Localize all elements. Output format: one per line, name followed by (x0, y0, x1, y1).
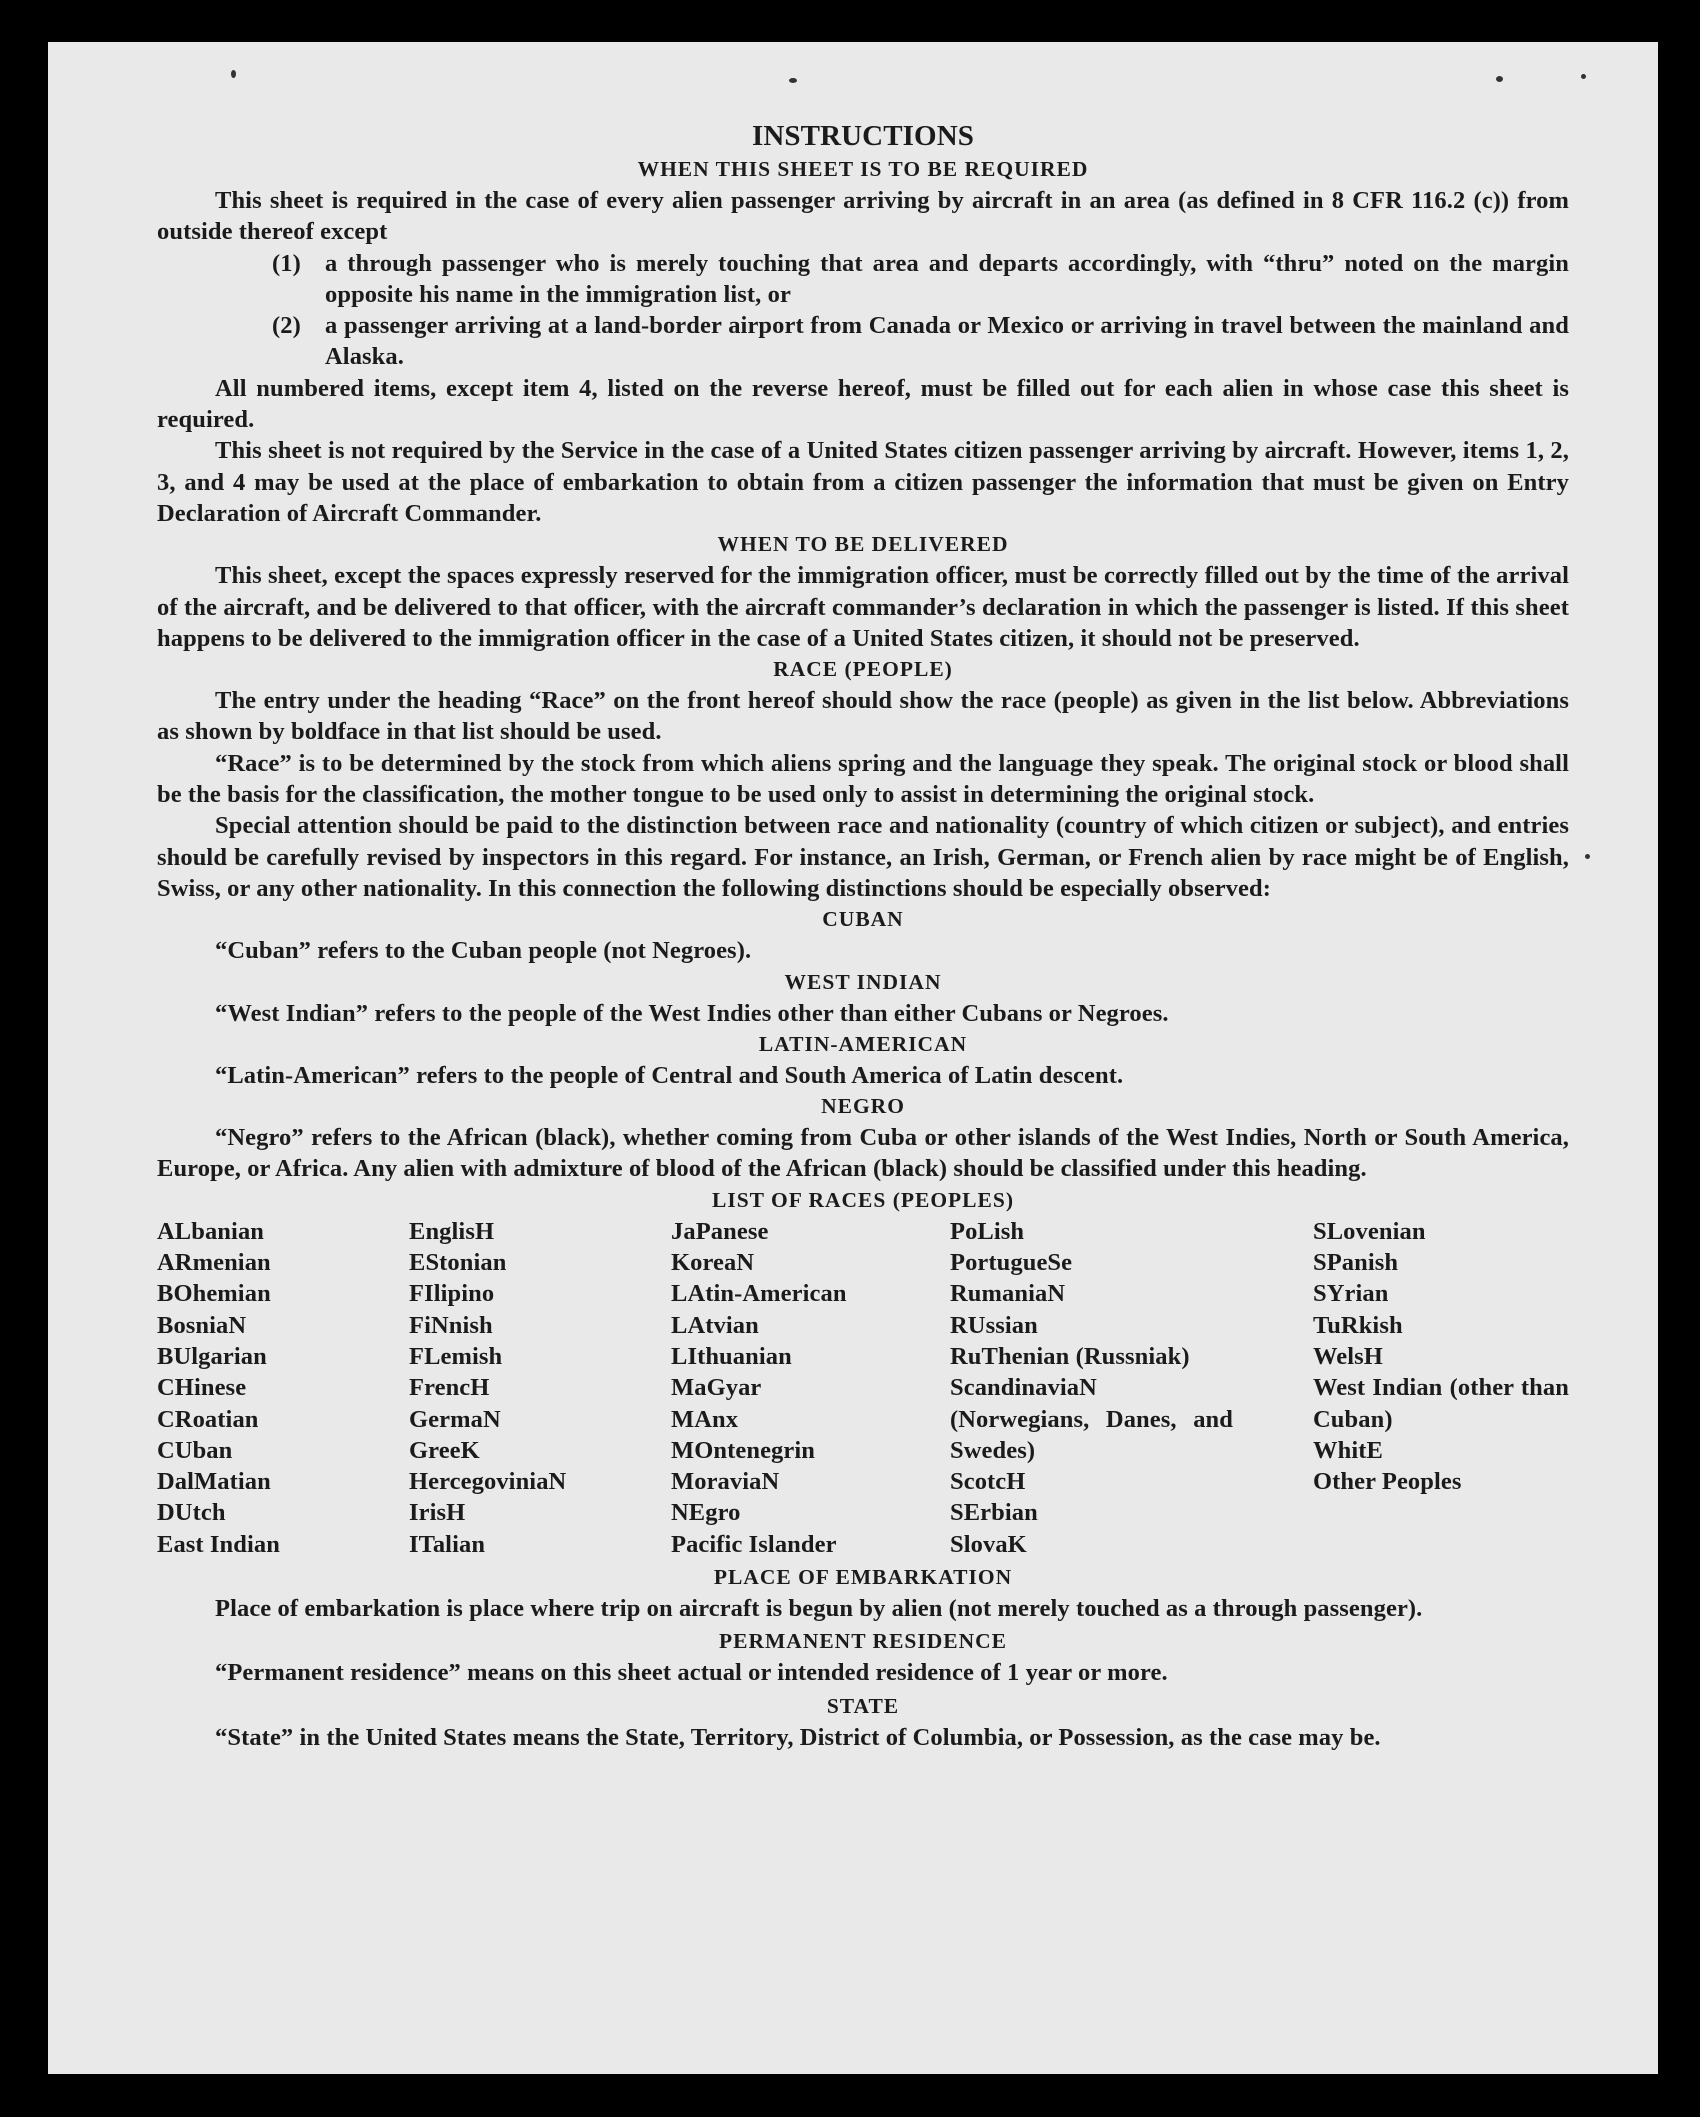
race-item: SYrian (1313, 1280, 1389, 1308)
section-heading-race: RACE (PEOPLE) (773, 657, 953, 682)
page-title: INSTRUCTIONS (752, 120, 974, 152)
race-item: BUlgarian (157, 1342, 267, 1370)
required-intro: This sheet is required in the case of every alien passenger arriving by aircraft in an area (as defined in 8 CFR 116.2 (c)) from outside thereof except (157, 187, 1569, 246)
speck (1496, 76, 1503, 82)
west-indian-para: “West Indian” refers to the people of the West Indies other than either Cubans or Negroes. (215, 999, 1169, 1027)
race-item: LAtvian (671, 1311, 759, 1339)
exception-item (272, 310, 1569, 373)
race-item: EStonian (409, 1249, 507, 1277)
race-item: FLemish (409, 1342, 503, 1370)
race-item: TuRkish (1313, 1311, 1403, 1339)
race-para-2: “Race” is to be determined by the stock from which aliens spring and the language they speak. The original stock or blood shall be the basis for the classification, the mother tongue to be used only to assist in determining the original stock. (157, 749, 1569, 809)
section-heading-cuban: CUBAN (822, 907, 904, 932)
negro-para: “Negro” refers to the African (black), whether coming from Cuba or other islands of the West Indies, North or South America, Europe, or Africa. Any alien with admixture of blood of the African (black) should be classified under this heading. (157, 1124, 1569, 1183)
section-heading-required: WHEN THIS SHEET IS TO BE REQUIRED (637, 157, 1089, 181)
instructions-content (157, 118, 1569, 1753)
section-heading-delivered: WHEN TO BE DELIVERED (717, 532, 1009, 557)
race-item: GreeK (409, 1436, 480, 1464)
latin-american-para: “Latin-American” refers to the people of Central and South America of Latin descent. (215, 1061, 1124, 1089)
race-column-3 (671, 1216, 950, 1560)
race-item: SErbian (950, 1499, 1038, 1527)
section-heading-state: STATE (826, 1693, 900, 1718)
item-number: (2) (272, 312, 301, 340)
race-item: RUssian (950, 1311, 1038, 1339)
race-column-5 (1313, 1216, 1569, 1560)
race-item: ITalian (409, 1530, 486, 1558)
speck (231, 70, 236, 78)
race-item: EnglisH (409, 1217, 495, 1245)
race-item: IrisH (409, 1499, 466, 1527)
race-item: MaGyar (671, 1374, 762, 1402)
item-number: (1) (272, 249, 301, 277)
race-item: RuThenian (Russniak) (950, 1342, 1190, 1370)
race-item: West Indian (other than Cuban) (1313, 1374, 1569, 1433)
race-item: FIlipino (409, 1280, 495, 1308)
residence-para: “Permanent residence” means on this sheet actual or intended residence of 1 year or more. (215, 1659, 1168, 1687)
section-heading-latin-american: LATIN-AMERICAN (758, 1031, 968, 1056)
race-item: LIthuanian (671, 1342, 792, 1370)
race-item: Other Peoples (1313, 1468, 1462, 1496)
race-column-2 (409, 1216, 671, 1560)
race-column-4 (950, 1216, 1233, 1560)
race-item: HercegoviniaN (409, 1468, 567, 1496)
race-item: ScotcH (950, 1468, 1026, 1496)
race-item: MoraviaN (671, 1468, 780, 1496)
race-item: NEgro (671, 1499, 741, 1527)
section-heading-residence: PERMANENT RESIDENCE (719, 1629, 1007, 1654)
race-item: WelsH (1313, 1342, 1383, 1370)
state-para: “State” in the United States means the State, Territory, District of Columbia, or Possession, as the case may be. (215, 1723, 1381, 1751)
required-para-3: This sheet is not required by the Service in the case of a United States citizen passenger arriving by aircraft. However, items 1, 2, 3, and 4 may be used at the place of embarkation to obtain from a citizen passenger the information that must be given on Entry Declaration of Aircraft Commander. (157, 437, 1569, 527)
race-item: SPanish (1313, 1249, 1399, 1277)
race-item: RumaniaN (950, 1280, 1066, 1308)
race-item: KoreaN (671, 1249, 755, 1277)
race-item: CUban (157, 1436, 233, 1464)
race-item: MOntenegrin (671, 1436, 815, 1464)
delivered-para: This sheet, except the spaces expressly reserved for the immigration officer, must be correctly filled out by the time of the arrival of the aircraft, and be delivered to that officer, with the aircraft commander’s declaration in which the passenger is listed. If this sheet happens to be delivered to the immigration officer in the case of a United States citizen, it should not be preserved. (157, 562, 1569, 652)
exception-item (272, 248, 1569, 311)
race-item: Pacific Islander (671, 1530, 837, 1558)
race-item: ScandinaviaN (Norwegians, Danes, and Swedes) (950, 1374, 1233, 1464)
race-item: DUtch (157, 1499, 226, 1527)
race-item: SLovenian (1313, 1217, 1426, 1245)
race-item: ARmenian (157, 1249, 271, 1277)
race-item: CHinese (157, 1374, 247, 1402)
race-item: SlovaK (950, 1530, 1027, 1558)
race-item: FiNnish (409, 1311, 493, 1339)
race-item: LAtin-American (671, 1280, 847, 1308)
race-item: BosniaN (157, 1311, 247, 1339)
cuban-para: “Cuban” refers to the Cuban people (not Negroes). (215, 937, 752, 965)
section-heading-list: LIST OF RACES (PEOPLES) (712, 1187, 1014, 1212)
speck (1581, 74, 1586, 79)
race-item: CRoatian (157, 1405, 259, 1433)
race-item: East Indian (157, 1530, 280, 1558)
speck (1585, 854, 1590, 859)
speck (789, 78, 797, 83)
race-para-1: The entry under the heading “Race” on the front hereof should show the race (people) as given in the list below. Abbreviations as shown by boldface in that list should be used. (157, 687, 1569, 746)
race-item: ALbanian (157, 1217, 265, 1245)
race-item: PoLish (950, 1217, 1025, 1245)
item-text: a through passenger who is merely touching that area and departs accordingly, with “thru” noted on the margin opposite his name in the immigration list, or (325, 249, 1569, 308)
section-heading-embarkation: PLACE OF EMBARKATION (713, 1564, 1013, 1589)
race-item: GermaN (409, 1405, 501, 1433)
race-item: DalMatian (157, 1468, 271, 1496)
race-item: JaPanese (671, 1217, 769, 1245)
required-para-2: All numbered items, except item 4, listed on the reverse hereof, must be filled out for each alien in whose case this sheet is required. (157, 374, 1569, 434)
race-item: BOhemian (157, 1280, 271, 1308)
embarkation-para: Place of embarkation is place where trip on aircraft is begun by alien (not merely touched as a through passenger). (215, 1594, 1423, 1622)
section-heading-west-indian: WEST INDIAN (784, 969, 942, 994)
item-text: a passenger arriving at a land-border airport from Canada or Mexico or arriving in travel between the mainland and Alaska. (325, 312, 1569, 371)
race-list (157, 1216, 1569, 1560)
race-item: FrencH (409, 1374, 490, 1402)
race-column-1 (157, 1216, 409, 1560)
race-item: MAnx (671, 1405, 739, 1433)
section-heading-negro: NEGRO (821, 1094, 905, 1119)
race-para-3: Special attention should be paid to the distinction between race and nationality (country of which citizen or subject), and entries should be carefully revised by inspectors in this regard. For instance, an Irish, German, or French alien by race might be of English, Swiss, or any other nationality. In this connection the following distinctions should be especially observed: (157, 812, 1569, 902)
race-item: WhitE (1313, 1436, 1383, 1464)
race-item: PortugueSe (950, 1249, 1073, 1277)
